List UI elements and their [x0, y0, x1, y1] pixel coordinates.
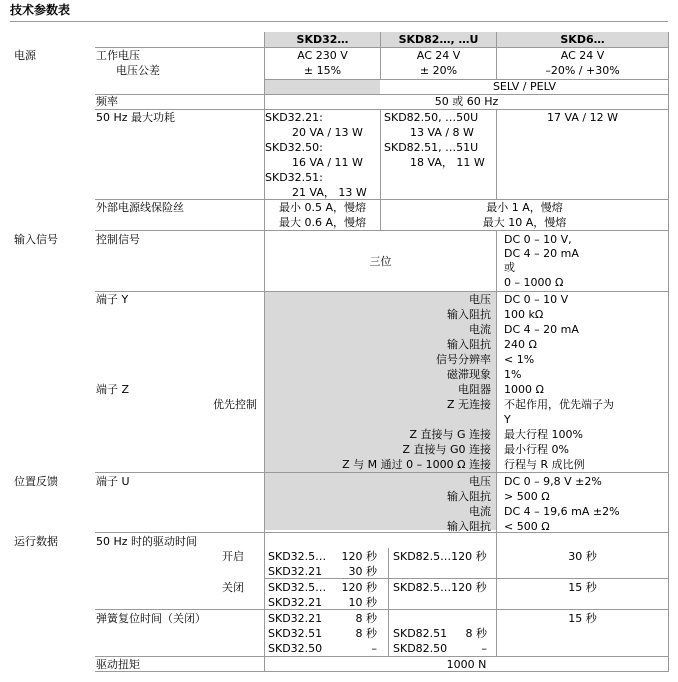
selv-pelv: SELV / PELV	[492, 80, 557, 93]
spring-skd32-model: SKD32.50	[268, 642, 323, 655]
param-name: Z 无连接	[446, 398, 491, 411]
close-skd32-model: SKD32.5…	[268, 581, 327, 594]
voltage-skd82: AC 24 V	[416, 49, 461, 62]
max-power-label: 50 Hz 最大功耗	[96, 111, 176, 124]
tolerance-label: 电压公差	[116, 64, 160, 77]
control-signal-2: DC 4 – 20 mA	[504, 247, 579, 260]
open-skd82: SKD82.5…120 秒	[393, 550, 487, 563]
power-skd82-model1: SKD82.50, …50U	[384, 111, 479, 124]
voltage-skd6: AC 24 V	[560, 49, 605, 62]
close-skd6: 15 秒	[568, 581, 597, 594]
power-skd82-model2: SKD82.51, …51U	[384, 141, 479, 154]
feedback-param-name: 输入阻抗	[447, 490, 491, 503]
three-position: 三位	[369, 255, 392, 268]
control-signal-label: 控制信号	[96, 233, 140, 246]
spring-skd82-model: SKD82.50	[393, 642, 448, 655]
param-value: 1%	[504, 368, 522, 381]
open-label: 开启	[222, 550, 244, 563]
power-skd6: 17 VA / 12 W	[547, 111, 618, 124]
feedback-param-name: 电流	[469, 505, 491, 518]
fuse-other-max: 最大 10 A，慢熔	[482, 216, 567, 229]
param-value: 不起作用，优先端子为	[504, 398, 614, 411]
gray-fill-selv	[265, 79, 380, 94]
page-title: 技术参数表	[10, 3, 71, 17]
header-skd32: SKD32…	[265, 32, 380, 47]
spring-skd32-model: SKD32.21	[268, 612, 323, 625]
spring-skd32-time: –	[371, 642, 377, 655]
power-skd82-value2: 18 VA， 11 W	[410, 156, 485, 169]
param-name: Z 直接与 G0 连接	[402, 443, 491, 456]
feedback-param-value: < 500 Ω	[504, 520, 550, 533]
param-value: 最大行程 100%	[504, 428, 583, 441]
close-skd32-time: 10 秒	[348, 596, 377, 609]
close-label: 关闭	[222, 581, 244, 594]
voltage-label: 工作电压	[96, 49, 140, 62]
close-skd32-time: 120 秒	[341, 581, 377, 594]
param-name: Z 与 M 通过 0 – 1000 Ω 连接	[342, 458, 491, 471]
close-skd32-model: SKD32.21	[268, 596, 323, 609]
fuse-skd32-min: 最小 0.5 A，慢熔	[278, 201, 366, 214]
power-skd32-value2: 16 VA / 11 W	[292, 156, 363, 169]
param-value: 240 Ω	[504, 338, 537, 351]
fuse-label: 外部电源线保险丝	[96, 201, 184, 214]
header-skd6: SKD6…	[497, 32, 668, 47]
spring-skd32-time: 8 秒	[355, 612, 377, 625]
control-signal-3: 或	[504, 261, 515, 274]
param-value: 行程与 R 成比例	[504, 458, 585, 471]
param-name: 电阻器	[458, 383, 491, 396]
param-name: 电流	[469, 323, 491, 336]
priority-control-label: 优先控制	[213, 398, 257, 411]
spring-skd82-model: SKD82.51	[393, 627, 448, 640]
torque-value: 1000 N	[446, 658, 487, 671]
terminal-z-label: 端子 Z	[96, 383, 130, 396]
section-input: 输入信号	[14, 233, 58, 246]
close-skd82: SKD82.5…120 秒	[393, 581, 487, 594]
spring-skd32-time: 8 秒	[355, 627, 377, 640]
voltage-skd32: AC 230 V	[297, 49, 348, 62]
param-name: 输入阻抗	[447, 338, 491, 351]
spring-skd6: 15 秒	[568, 612, 597, 625]
control-signal-4: 0 – 1000 Ω	[504, 276, 564, 289]
torque-label: 驱动扭矩	[96, 658, 140, 671]
open-skd32-model: SKD32.5…	[268, 550, 327, 563]
param-name: 电压	[469, 293, 491, 306]
spring-skd82-time: –	[481, 642, 487, 655]
terminal-y-label: 端子 Y	[96, 293, 129, 306]
feedback-param-value: > 500 Ω	[504, 490, 550, 503]
param-value: Y	[504, 413, 511, 426]
param-value: DC 4 – 20 mA	[504, 323, 579, 336]
feedback-param-value: DC 0 – 9,8 V ±2%	[504, 475, 602, 488]
power-skd32-model1: SKD32.21:	[265, 111, 323, 124]
fuse-skd32-max: 最大 0.6 A，慢熔	[278, 216, 366, 229]
terminal-u-label: 端子 U	[96, 475, 130, 488]
section-power: 电源	[14, 49, 36, 62]
open-skd32-model: SKD32.21	[268, 565, 323, 578]
power-skd32-value1: 20 VA / 13 W	[292, 126, 363, 139]
feedback-param-value: DC 4 – 19,6 mA ±2%	[504, 505, 620, 518]
power-skd82-value1: 13 VA / 8 W	[410, 126, 474, 139]
tolerance-skd6: –20% / +30%	[545, 64, 620, 77]
feedback-param-name: 输入阻抗	[447, 520, 491, 533]
spring-skd82-time: 8 秒	[465, 627, 487, 640]
open-skd32-time: 30 秒	[348, 565, 377, 578]
param-name: 磁滞现象	[447, 368, 491, 381]
power-skd32-value3: 21 VA， 13 W	[292, 186, 367, 199]
power-skd32-model3: SKD32.51:	[265, 171, 323, 184]
param-value: DC 0 – 10 V	[504, 293, 569, 306]
param-value: 1000 Ω	[504, 383, 544, 396]
section-operation: 运行数据	[14, 535, 58, 548]
drive-time-label: 50 Hz 时的驱动时间	[96, 535, 198, 548]
feedback-param-name: 电压	[469, 475, 491, 488]
tolerance-skd32: ± 15%	[303, 64, 342, 77]
tolerance-skd82: ± 20%	[419, 64, 458, 77]
spring-return-label: 弹簧复位时间（关闭）	[96, 612, 206, 625]
param-name: Z 直接与 G 连接	[409, 428, 491, 441]
param-name: 信号分辨率	[436, 353, 491, 366]
spring-skd32-model: SKD32.51	[268, 627, 323, 640]
open-skd32-time: 120 秒	[341, 550, 377, 563]
section-feedback: 位置反馈	[14, 475, 58, 488]
open-skd6: 30 秒	[568, 550, 597, 563]
param-value: < 1%	[504, 353, 535, 366]
fuse-other-min: 最小 1 A，慢熔	[486, 201, 563, 214]
param-value: 最小行程 0%	[504, 443, 569, 456]
param-name: 输入阻抗	[447, 308, 491, 321]
power-skd32-model2: SKD32.50:	[265, 141, 323, 154]
frequency-label: 频率	[96, 95, 118, 108]
control-signal-1: DC 0 – 10 V,	[504, 233, 572, 246]
frequency-value: 50 或 60 Hz	[434, 95, 499, 108]
param-value: 100 kΩ	[504, 308, 544, 321]
header-skd82: SKD82…, …U	[381, 32, 496, 47]
title-divider	[10, 21, 668, 22]
